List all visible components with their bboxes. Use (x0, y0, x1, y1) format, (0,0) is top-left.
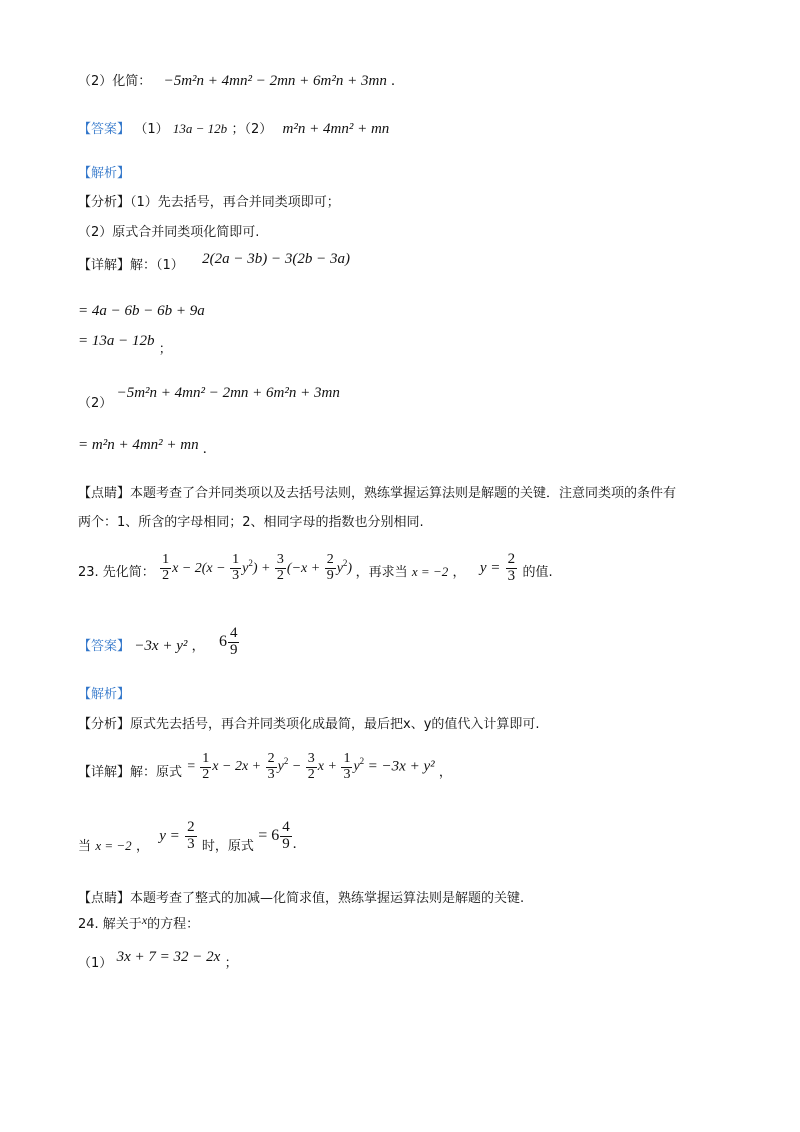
q22-part2-detail (78, 385, 340, 411)
fenxi-text: （1）先去括号，再合并同类项即可； (130, 195, 340, 210)
q22-detail-line (78, 251, 350, 273)
q23-question-line (78, 552, 553, 585)
fenxi-label: 【分析】 (78, 195, 131, 210)
q23-when-prefix: 当 (78, 838, 92, 854)
part2-detail-prefix: （2） (78, 396, 113, 411)
q23-answer-fraction: $\frac{4}{9}$ (229, 625, 238, 658)
q22-fenxi-line-2 (78, 226, 259, 240)
answer-part2: m²n + 4mn² + mn (282, 121, 390, 137)
q23-expression: $\frac{1}{2}$ x − 2(x − $\frac{1}{3}$ $y^2$) + $\frac{3}{2}$ (−x + $\frac{2}{9}$ $y^2$) (162, 552, 356, 584)
q24-part1-end: ； (224, 956, 238, 971)
q22-answer-line (78, 122, 389, 137)
q23-result-end: . (292, 835, 297, 852)
q23-dianjing-line (78, 892, 524, 906)
q24-part1-prefix: （1） (78, 956, 113, 971)
q23-dianjing-label: 【点睛】 (78, 891, 131, 906)
q24-title-line (78, 913, 200, 932)
dianjing-text-2: 两个：1、所含的字母相同；2、相同字母的指数也分别相同. (78, 515, 424, 530)
q24-part1-expression: 3x + 7 = 32 − 2x (116, 949, 221, 965)
q22-step-1 (78, 304, 205, 319)
q22-dianjing-line (78, 487, 676, 501)
q23-answer-expression: −3x + y² (134, 637, 188, 654)
detail-prefix: 解：（1） (130, 258, 184, 273)
answer-part1: 13a − 12b (172, 121, 228, 136)
q23-answer-label: 【答案】 (78, 638, 131, 654)
q23-fenxi-text: 原式先去括号，再合并同类项化成最简，最后把x、y的值代入计算即可. (130, 717, 540, 732)
q22-part2-end: . (391, 73, 395, 89)
q22-part2-result (78, 437, 207, 457)
q23-when-y: y = (159, 827, 180, 844)
dianjing-label: 【点睛】 (78, 486, 131, 501)
q22-dianjing-line-2 (78, 516, 424, 530)
q23-detail-expression: = $\frac{1}{2}$ x − 2x + $\frac{2}{3}$ $y^2$ − $\frac{3}{2}$ x + $\frac{1}{3}$ $y^2$ (186, 751, 365, 782)
q23-when-line (78, 820, 296, 853)
q23-result-fraction: $\frac{4}{9}$ (282, 819, 290, 852)
q23-analysis-label: 【解析】 (78, 687, 131, 702)
q23-y-fraction: $\frac{2}{3}$ (507, 551, 516, 584)
q22-analysis-heading (78, 167, 130, 181)
q24-title: 24. 解关于 (78, 917, 142, 932)
q24-part1-line (78, 949, 238, 971)
q22-step-2 (78, 333, 172, 357)
q23-dianjing-text: 本题考查了整式的加减—化简求值，熟练掌握运算法则是解题的关键. (130, 891, 525, 906)
q23-tail: 的值. (522, 564, 553, 580)
q23-fenxi-line (78, 718, 540, 732)
q23-analysis-heading (78, 688, 130, 702)
q23-detail-result: = −3x + y² (367, 758, 435, 775)
q24-title-var: x (141, 913, 148, 927)
q23-when-time: 时，原式 (201, 838, 254, 854)
answer-label: 【答案】 (78, 122, 131, 137)
q23-answer-whole: 6 (218, 632, 227, 650)
q23-comma: ， (452, 564, 466, 580)
fenxi-text-2: （2）原式合并同类项化简即可. (78, 225, 260, 240)
step2-expression: = 13a − 12b (78, 333, 155, 349)
answer-separator: ；（2） (231, 122, 273, 137)
q22-part2-line (78, 74, 395, 89)
q23-when-x: x = −2 (95, 837, 132, 853)
q22-part2-prefix: （2）化简： (78, 74, 152, 89)
dianjing-text: 本题考查了合并同类项以及去括号法则，熟练掌握运算法则是解题的关键．注意同类项的条件有 (130, 486, 677, 501)
q23-y-lhs: y = (479, 559, 501, 576)
q23-when-comma: ， (135, 838, 149, 854)
part2-result-end: . (202, 441, 207, 457)
detail-label: 【详解】 (78, 258, 131, 273)
q23-detail-line (78, 752, 452, 782)
q23-mid: ，再求当 (355, 564, 408, 580)
part2-detail-expression: −5m²n + 4mn² − 2mn + 6m²n + 3mn (116, 385, 340, 401)
step1-expression: = 4a − 6b − 6b + 9a (78, 303, 205, 319)
analysis-label: 【解析】 (78, 166, 131, 181)
q22-fenxi-line (78, 196, 340, 210)
q23-when-y-fraction: $\frac{2}{3}$ (187, 819, 195, 852)
q23-x-value: x = −2 (411, 563, 449, 579)
q23-answer-comma: ， (191, 638, 205, 654)
step2-end: ； (158, 342, 172, 357)
q23-number: 23. 先化简： (78, 564, 155, 580)
detail-expression: 2(2a − 3b) − 3(2b − 3a) (202, 251, 350, 267)
q22-part2-expression: −5m²n + 4mn² − 2mn + 6m²n + 3mn (163, 73, 387, 89)
answer-part1-prefix: （1） (134, 122, 169, 137)
q23-detail-prefix: 解：原式 (130, 765, 183, 781)
q23-result-eq: = 6 (258, 826, 280, 844)
q23-detail-comma: ， (438, 765, 452, 781)
part2-result-expression: = m²n + 4mn² + mn (78, 437, 199, 453)
q24-title-tail: 的方程： (147, 917, 200, 932)
q23-answer-line (78, 626, 240, 659)
q23-fenxi-label: 【分析】 (78, 717, 131, 732)
q23-detail-label: 【详解】 (78, 765, 131, 781)
